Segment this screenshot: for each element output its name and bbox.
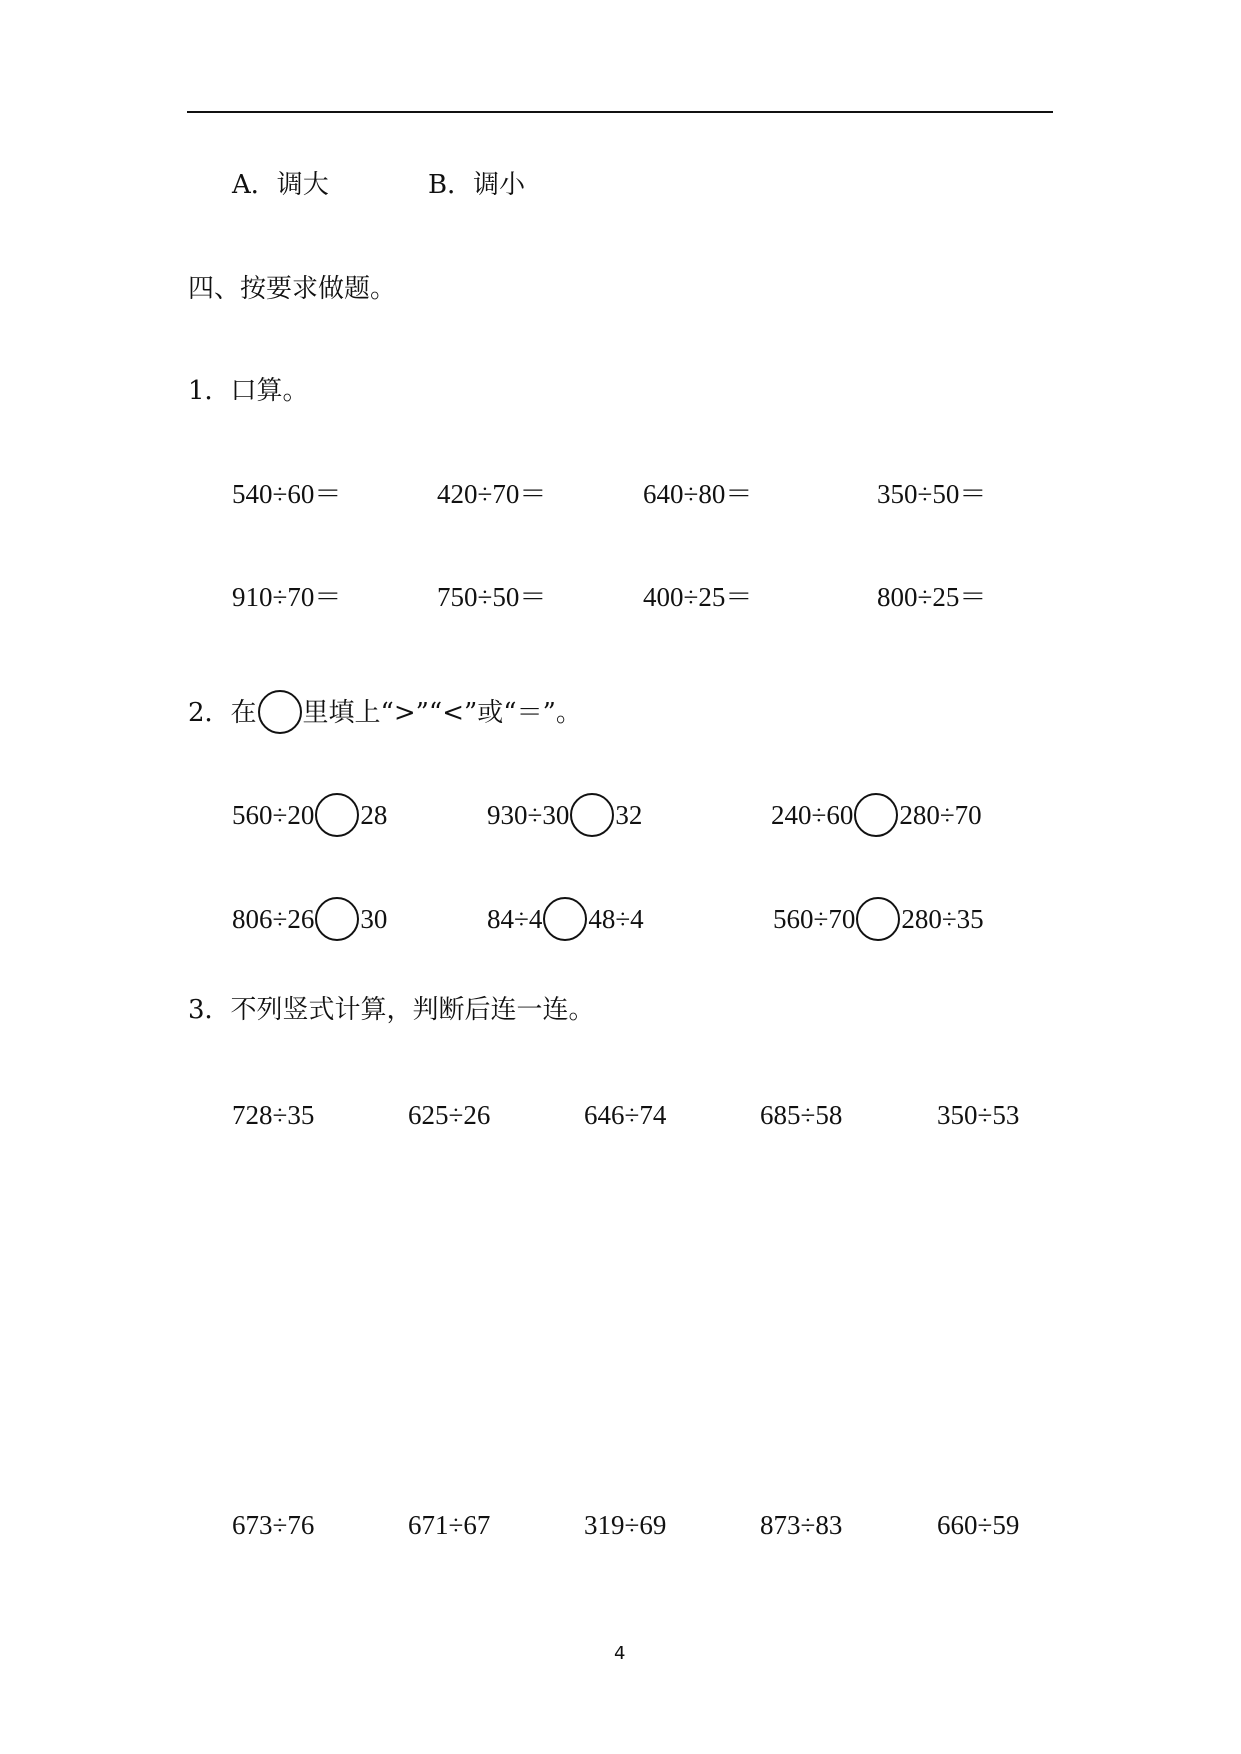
q3-bottom-expr[interactable]: 319÷69 — [584, 1510, 667, 1540]
answer-circle[interactable] — [856, 897, 900, 941]
q3-top-expr[interactable]: 685÷58 — [760, 1100, 843, 1130]
q2-right: 48÷4 — [588, 904, 644, 934]
header-rule — [187, 111, 1053, 113]
q2-comparison — [487, 897, 644, 941]
q2-comparison — [232, 897, 387, 941]
q2-left: 560÷70 — [773, 904, 856, 934]
q2-title — [188, 690, 582, 734]
q2-comparison — [773, 897, 984, 941]
q2-right: 32 — [615, 800, 643, 830]
q2-left: 240÷60 — [771, 800, 854, 830]
q2-left: 806÷26 — [232, 904, 315, 934]
q2-title-before: 2．在 — [188, 698, 257, 728]
q2-comparison — [771, 793, 982, 837]
q3-title: 3．不列竖式计算，判断后连一连。 — [188, 995, 595, 1025]
answer-circle[interactable] — [315, 897, 359, 941]
q3-top-expr[interactable]: 350÷53 — [937, 1100, 1020, 1130]
q2-right: 280÷35 — [901, 904, 984, 934]
q2-comparison — [487, 793, 642, 837]
q2-right: 280÷70 — [899, 800, 982, 830]
q2-left: 930÷30 — [487, 800, 570, 830]
option-a: A．调大 — [232, 170, 329, 200]
section-title: 四、按要求做题。 — [188, 274, 397, 304]
q2-right: 30 — [360, 904, 388, 934]
answer-circle[interactable] — [315, 793, 359, 837]
q2-comparison — [232, 793, 387, 837]
q3-bottom-expr[interactable]: 673÷76 — [232, 1510, 315, 1540]
q2-right: 28 — [360, 800, 388, 830]
q1-expr: 540÷60＝ — [232, 479, 342, 509]
q3-bottom-expr[interactable]: 671÷67 — [408, 1510, 491, 1540]
q1-title: 1．口算。 — [188, 376, 309, 406]
q1-expr: 750÷50＝ — [437, 582, 547, 612]
q1-expr: 420÷70＝ — [437, 479, 547, 509]
page-number: 4 — [614, 1643, 626, 1664]
q3-top-expr[interactable]: 646÷74 — [584, 1100, 667, 1130]
q2-left: 84÷4 — [487, 904, 543, 934]
q1-expr: 640÷80＝ — [643, 479, 753, 509]
q2-left: 560÷20 — [232, 800, 315, 830]
blank-circle-icon — [258, 690, 302, 734]
q1-expr: 350÷50＝ — [877, 479, 987, 509]
q3-bottom-expr[interactable]: 660÷59 — [937, 1510, 1020, 1540]
option-b: B．调小 — [428, 170, 526, 200]
q3-top-expr[interactable]: 625÷26 — [408, 1100, 491, 1130]
q2-title-after: 里填上“>”“<”或“＝”。 — [302, 698, 582, 728]
answer-circle[interactable] — [854, 793, 898, 837]
answer-circle[interactable] — [543, 897, 587, 941]
q1-expr: 400÷25＝ — [643, 582, 753, 612]
q3-top-expr[interactable]: 728÷35 — [232, 1100, 315, 1130]
answer-circle[interactable] — [570, 793, 614, 837]
q3-bottom-expr[interactable]: 873÷83 — [760, 1510, 843, 1540]
q1-expr: 800÷25＝ — [877, 582, 987, 612]
q1-expr: 910÷70＝ — [232, 582, 342, 612]
